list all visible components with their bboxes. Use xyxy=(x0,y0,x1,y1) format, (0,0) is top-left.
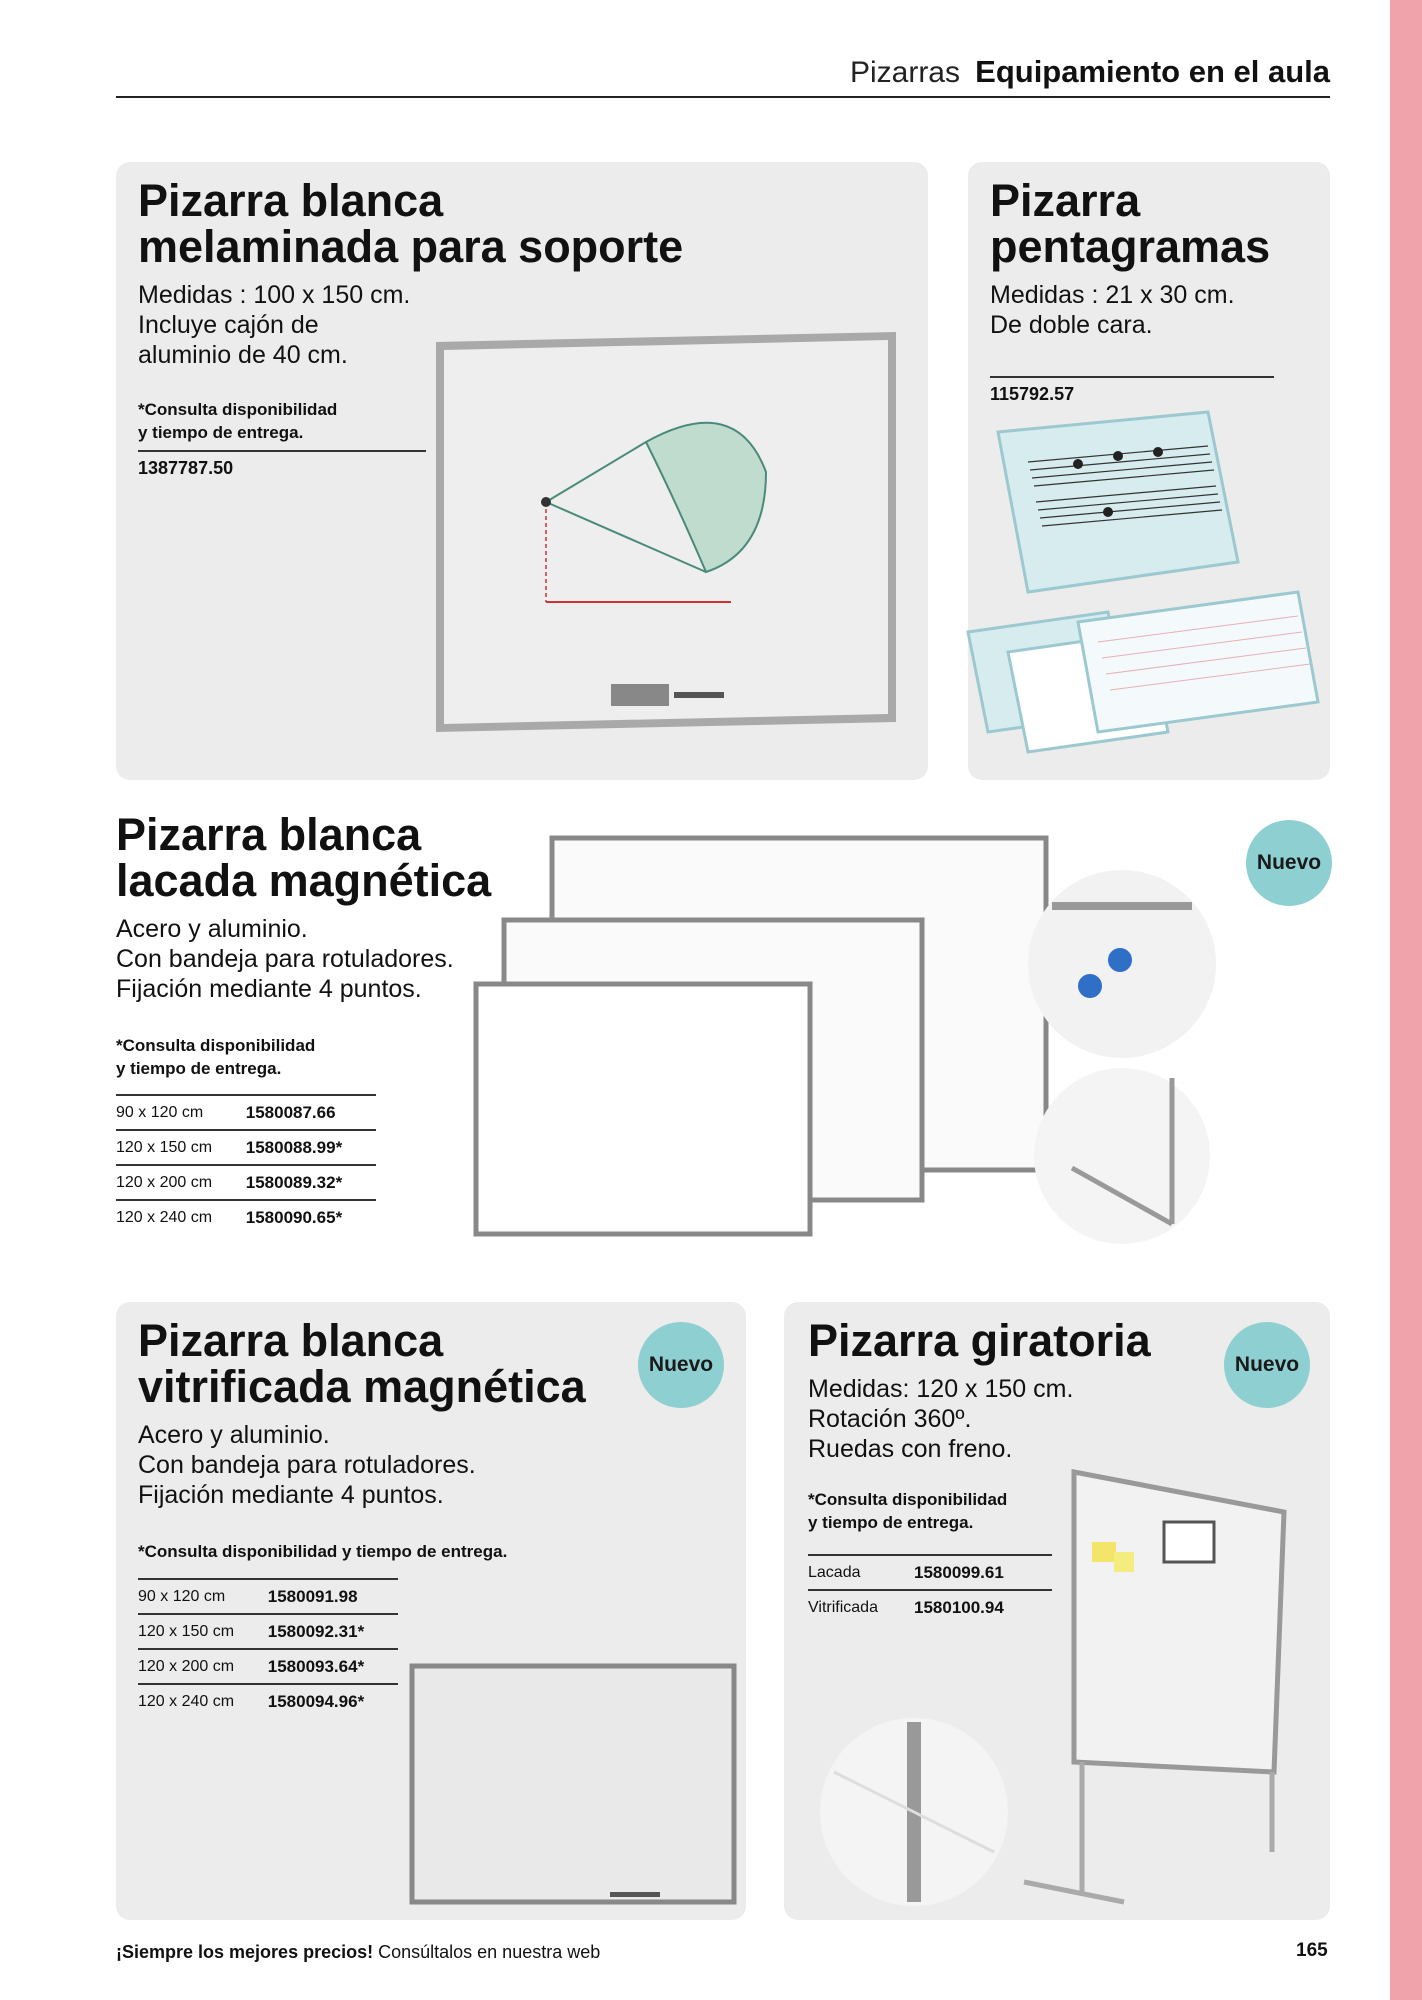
product-title: Pizarra pentagramas xyxy=(990,175,1271,272)
product-card-vitrificada xyxy=(116,1302,746,1920)
table-row: 120 x 150 cm 1580092.31* xyxy=(138,1614,398,1649)
product-card-giratoria xyxy=(784,1302,1330,1920)
footer-tagline: ¡Siempre los mejores precios! Consúltalos en nuestra web xyxy=(116,1942,601,1962)
divider xyxy=(990,376,1274,378)
divider xyxy=(138,450,426,452)
page-title: Equipamiento en el aula xyxy=(975,54,1330,89)
side-color-bar xyxy=(1390,0,1422,2000)
product-card-melaminada xyxy=(116,162,928,780)
product-card-pentagramas xyxy=(968,162,1330,780)
new-badge: Nuevo xyxy=(1246,820,1332,906)
new-badge: Nuevo xyxy=(1224,1322,1310,1408)
table-row: Vitrificada 1580100.94 xyxy=(808,1590,1052,1624)
table-row: 120 x 150 cm 1580088.99* xyxy=(116,1130,376,1165)
product-code: 1387787.50 xyxy=(138,458,234,478)
availability-note: *Consulta disponibilidad y tiempo de entrega. xyxy=(808,1490,1008,1532)
table-row: 120 x 200 cm 1580089.32* xyxy=(116,1165,376,1200)
melamine-whiteboard-image xyxy=(436,332,896,732)
table-row: 120 x 200 cm 1580093.64* xyxy=(138,1649,398,1684)
reference-table xyxy=(116,1094,376,1234)
product-title: Pizarra blanca vitrificada magnética xyxy=(138,1315,586,1412)
table-row: 120 x 240 cm 1580090.65* xyxy=(116,1200,376,1234)
availability-note: *Consulta disponibilidad y tiempo de entrega. xyxy=(138,1542,508,1561)
table-row: 120 x 240 cm 1580094.96* xyxy=(138,1684,398,1718)
rotating-whiteboard-image xyxy=(824,1472,1324,1912)
product-title: Pizarra giratoria xyxy=(808,1315,1151,1366)
product-code: 115792.57 xyxy=(990,384,1075,404)
product-section-lacada xyxy=(116,800,1330,1260)
vitrified-whiteboard-image xyxy=(410,1664,736,1904)
page-header xyxy=(116,48,1330,98)
availability-note: *Consulta disponibilidad y tiempo de entrega. xyxy=(116,1036,316,1078)
product-description: Acero y aluminio. Con bandeja para rotuladores. Fijación mediante 4 puntos. xyxy=(138,1421,476,1509)
product-description: Medidas : 100 x 150 cm. Incluye cajón de aluminio de 40 cm. xyxy=(138,281,411,369)
table-row: 90 x 120 cm 1580091.98 xyxy=(138,1579,398,1614)
table-row: 90 x 120 cm 1580087.66 xyxy=(116,1095,376,1130)
product-description: Medidas: 120 x 150 cm. Rotación 360º. Ruedas con freno. xyxy=(808,1375,1074,1463)
reference-table xyxy=(138,1578,398,1718)
availability-note: *Consulta disponibilidad y tiempo de entrega. xyxy=(138,400,338,442)
page-number: 165 xyxy=(1296,1940,1328,1961)
table-row: Lacada 1580099.61 xyxy=(808,1555,1052,1590)
product-title: Pizarra blanca lacada magnética xyxy=(116,809,492,906)
product-description: Medidas : 21 x 30 cm. De doble cara. xyxy=(990,281,1235,339)
product-description: Acero y aluminio. Con bandeja para rotuladores. Fijación mediante 4 puntos. xyxy=(116,915,454,1003)
product-title: Pizarra blanca melaminada para soporte xyxy=(138,175,684,272)
new-badge: Nuevo xyxy=(638,1322,724,1408)
section-name: Pizarras xyxy=(849,56,960,89)
lacquered-whiteboards-image xyxy=(472,838,1292,1238)
music-staff-boards-image xyxy=(968,412,1330,772)
